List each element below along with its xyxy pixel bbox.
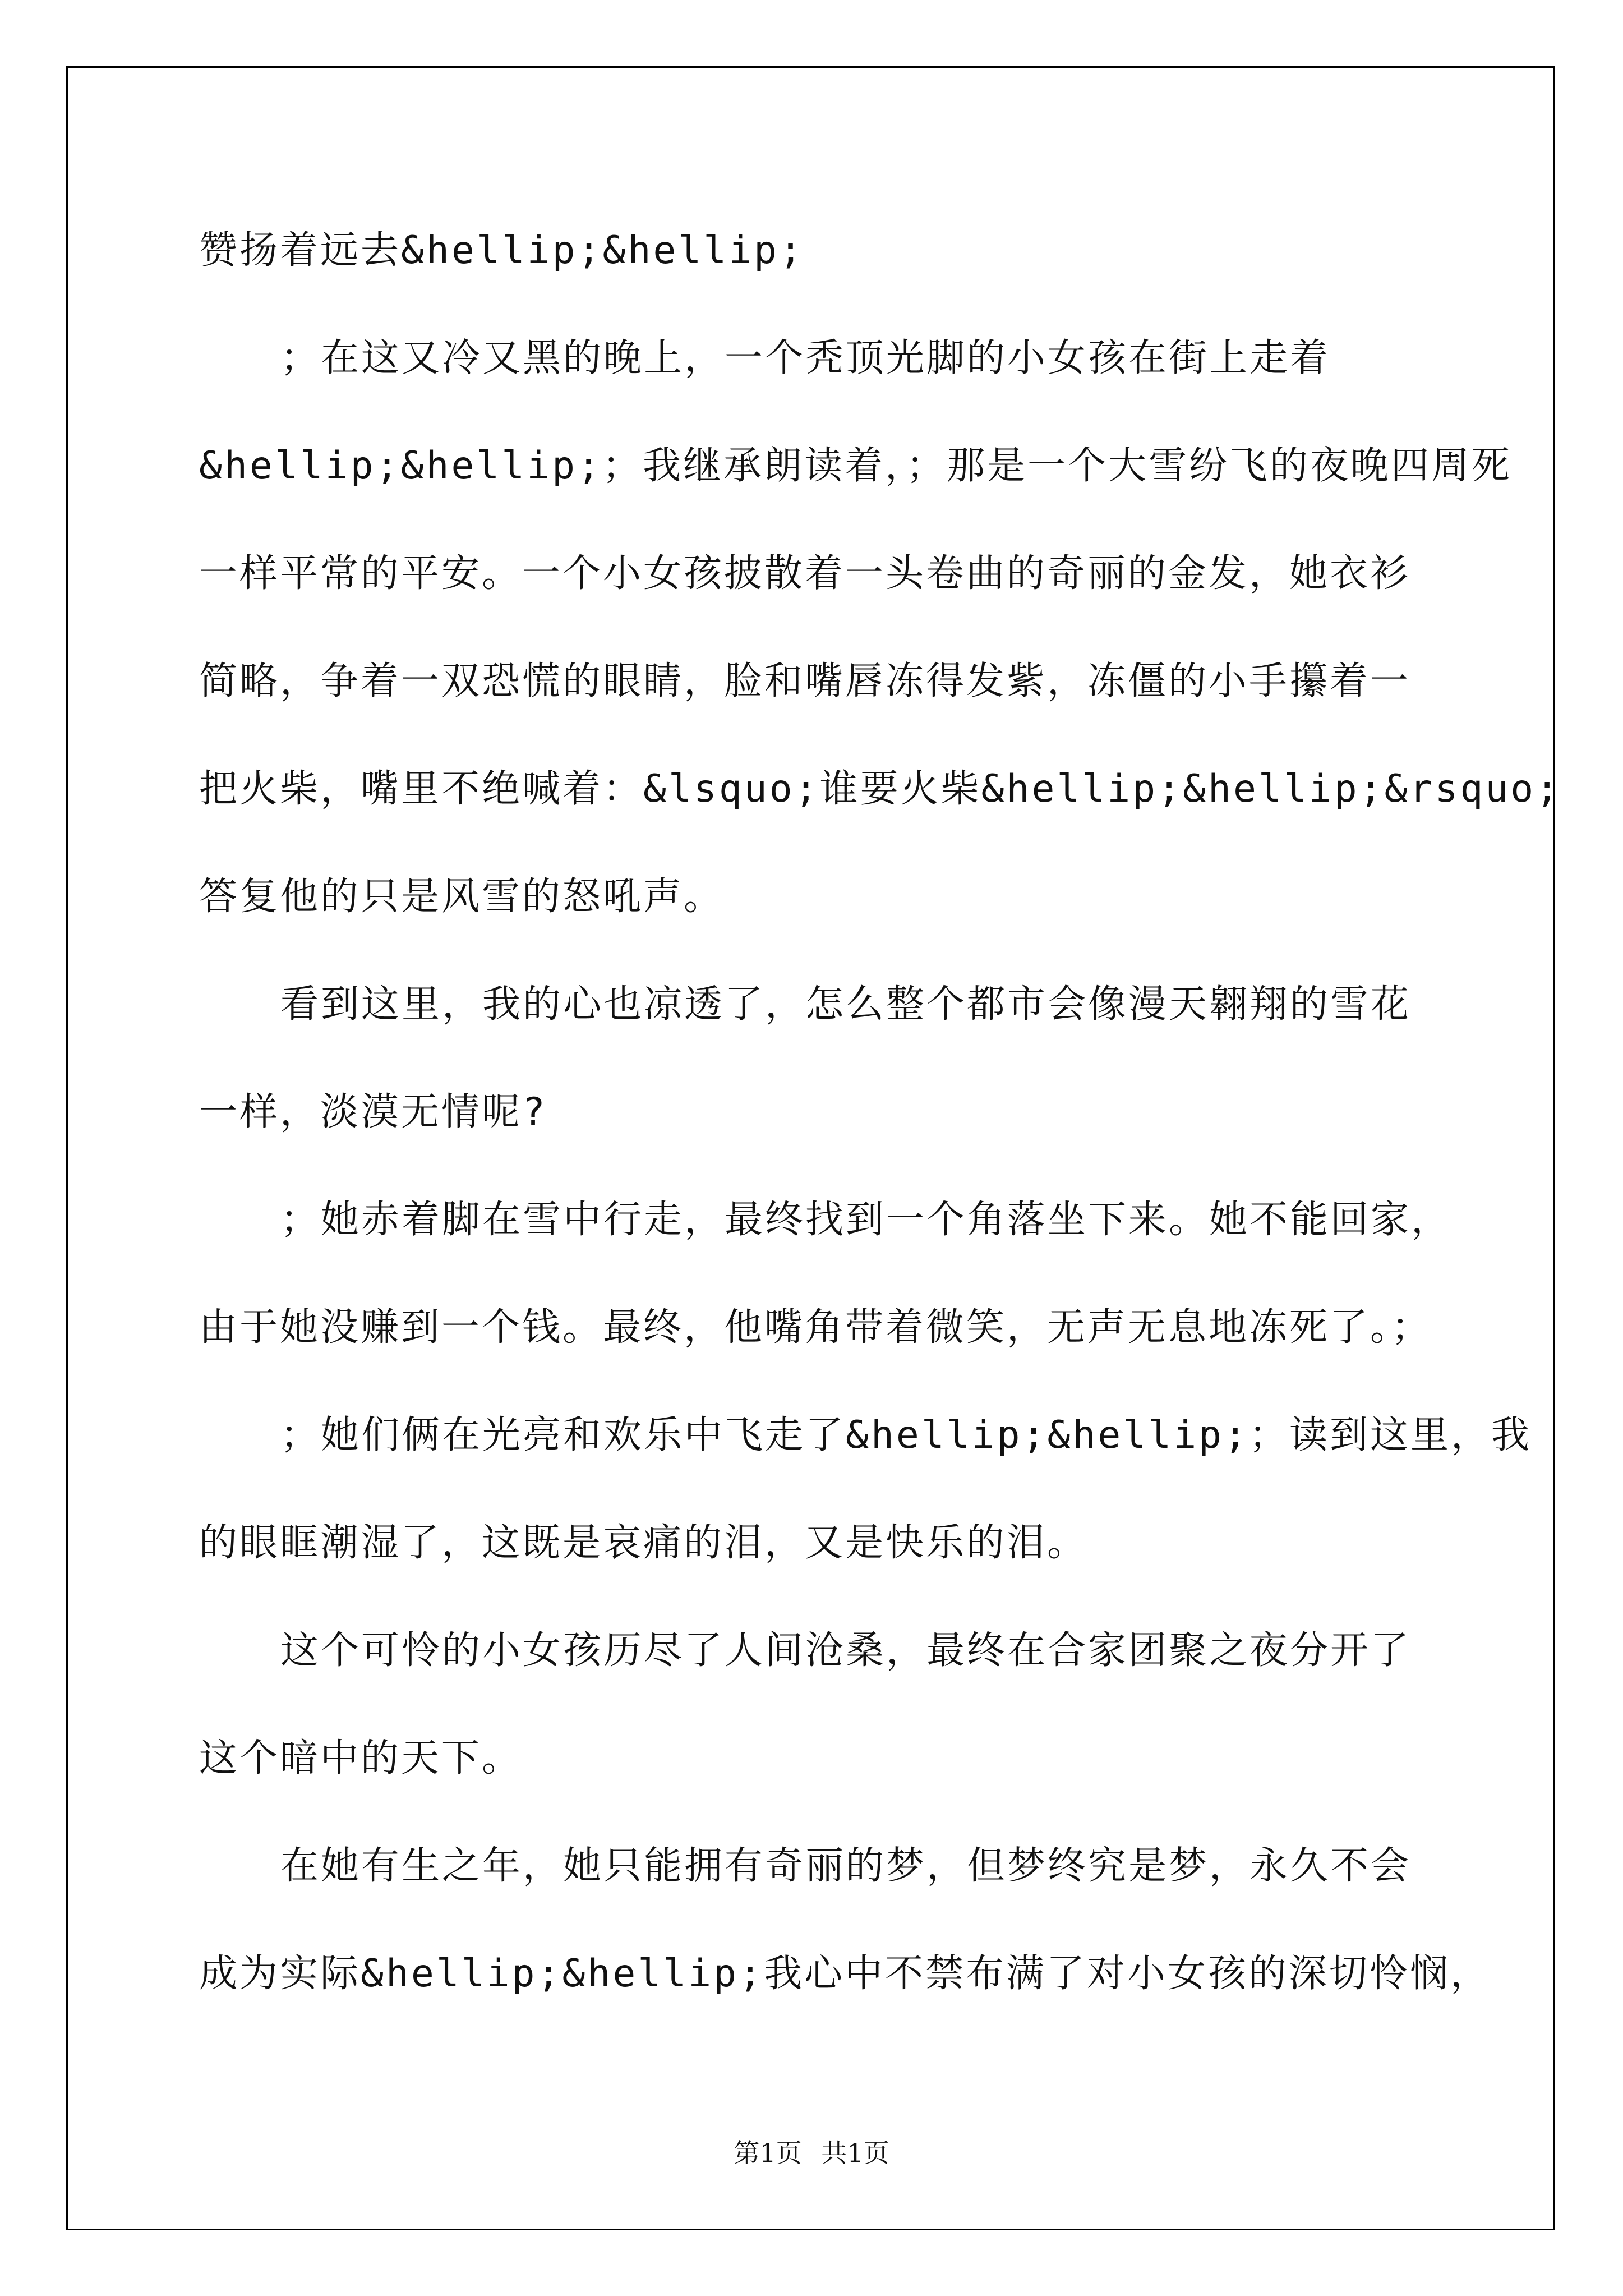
text-line-13: 的眼眶潮湿了，这既是哀痛的泪，又是快乐的泪。 — [199, 1521, 1088, 1565]
text-line-8: 看到这里，我的心也凉透了，怎么整个都市会像漫天翱翔的雪花 — [280, 982, 1412, 1027]
text-line-5: 简略，争着一双恐慌的眼睛，脸和嘴唇冻得发紫，冻僵的小手攥着一 — [199, 659, 1411, 703]
text-line-17: 成为实际&hellip;&hellip;我心中不禁布满了对小女孩的深切怜悯， — [199, 1952, 1491, 1996]
text-line-9: 一样，淡漠无情呢? — [199, 1090, 547, 1134]
text-line-16: 在她有生之年，她只能拥有奇丽的梦，但梦终究是梦，永久不会 — [280, 1844, 1412, 1888]
text-line-2: ；在这又冷又黑的晚上，一个秃顶光脚的小女孩在街上走着 — [280, 336, 1331, 380]
page-frame — [66, 66, 1555, 2230]
text-line-11: 由于她没赚到一个钱。最终，他嘴角带着微笑，无声无息地冻死了。； — [199, 1305, 1432, 1350]
text-line-14: 这个可怜的小女孩历尽了人间沧桑，最终在合家团聚之夜分开了 — [280, 1628, 1412, 1673]
text-line-15: 这个暗中的天下。 — [199, 1736, 523, 1780]
page-total: 共1页 — [821, 2138, 889, 2168]
text-line-4: 一样平常的平安。一个小女孩披散着一头卷曲的奇丽的金发，她衣衫 — [199, 551, 1411, 596]
text-line-12: ；她们俩在光亮和欢乐中飞走了&hellip;&hellip;；读到这里，我 — [280, 1413, 1532, 1457]
text-line-10: ；她赤着脚在雪中行走，最终找到一个角落坐下来。她不能回家， — [280, 1198, 1452, 1242]
page-footer — [0, 2133, 1623, 2170]
text-line-3: &hellip;&hellip;；我继承朗读着，；那是一个大雪纷飞的夜晚四周死 — [199, 444, 1513, 488]
page-number: 第1页 — [734, 2138, 802, 2168]
text-line-1: 赞扬着远去&hellip;&hellip; — [199, 228, 805, 273]
text-line-7: 答复他的只是风雪的怒吼声。 — [199, 875, 725, 919]
text-line-6: 把火柴，嘴里不绝喊着：&lsquo;谁要火柴&hellip;&hellip;&rsquo; — [199, 767, 1561, 811]
